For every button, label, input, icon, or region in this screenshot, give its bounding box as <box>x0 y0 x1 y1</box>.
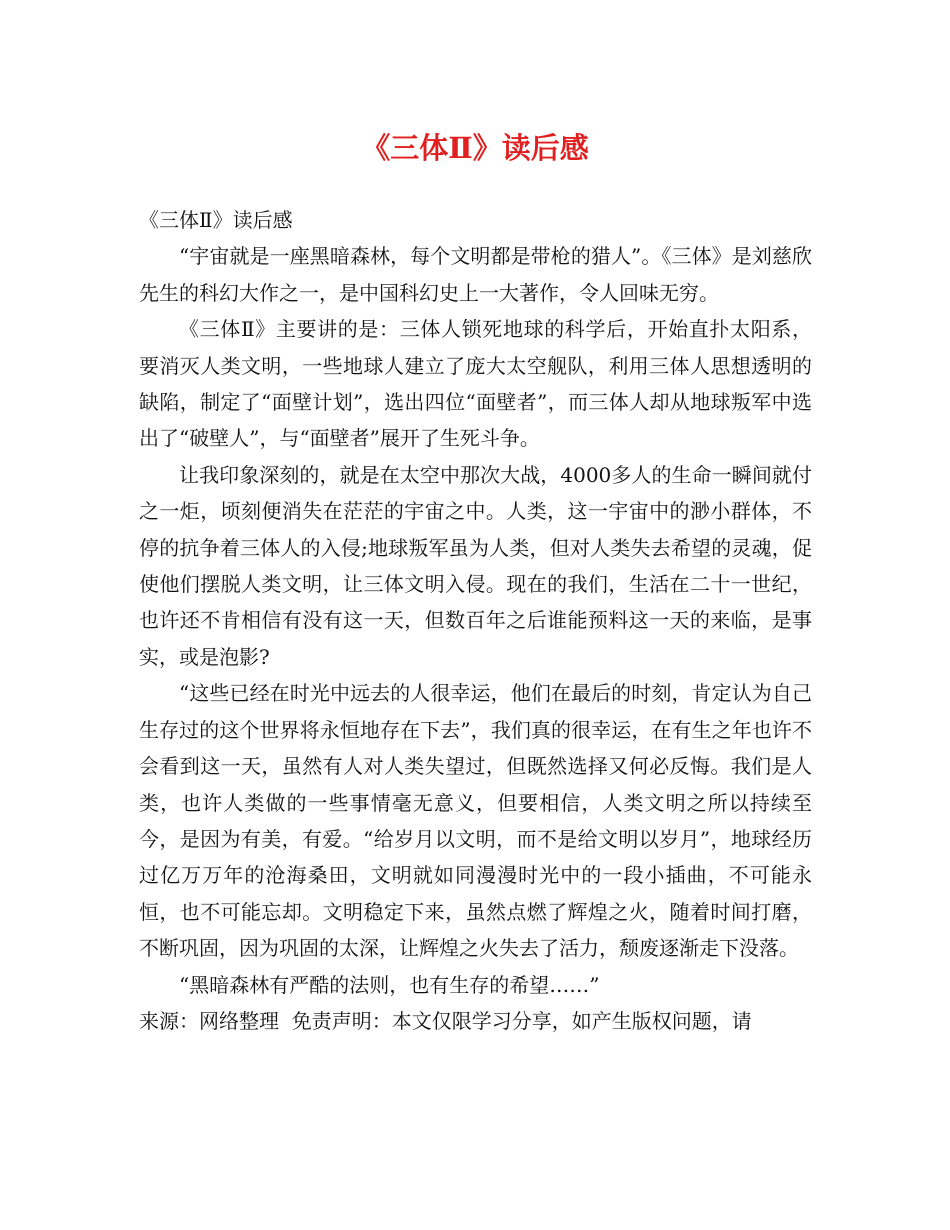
document-title: 《三体Ⅱ》读后感 <box>361 131 589 165</box>
source-disclaimer: 来源：网络整理 免责声明：本文仅限学习分享，如产生版权问题，请 <box>139 1008 752 1033</box>
paragraph-2: 《三体Ⅱ》主要讲的是：三体人锁死地球的科学后，开始直扑太阳系，要消灭人类文明，一些地球人建立了庞大太空舰队，利用三体人思想透明的缺陷，制定了“面壁计划”，选出四位“面壁者”，而三体人却从地球叛军中选出了“破壁人”，与“面壁者”展开了生死斗争。 <box>139 317 812 451</box>
paragraph-5: “黑暗森林有严酷的法则，也有生存的希望……” <box>179 972 600 997</box>
document-body <box>139 202 812 1039</box>
paragraph-3: 让我印象深刻的，就是在太空中那次大战，4000多人的生命一瞬间就付之一炬，顷刻便消失在茫茫的宇宙之中。人类，这一宇宙中的渺小群体，不停的抗争着三体人的入侵;地球叛军虽为人类，但对人类失去希望的灵魂，促使他们摆脱人类文明，让三体文明入侵。现在的我们，生活在二十一世纪，也许还不肯相信有没有这一天，但数百年之后谁能预料这一天的来临，是事实，或是泡影? <box>139 462 812 669</box>
paragraph-1: “宇宙就是一座黑暗森林，每个文明都是带枪的猎人”。《三体》是刘慈欣先生的科幻大作之一，是中国科幻史上一大著作，令人回味无穷。 <box>139 244 812 305</box>
document-subtitle: 《三体Ⅱ》读后感 <box>139 208 293 232</box>
paragraph-4: “这些已经在时光中远去的人很幸运，他们在最后的时刻，肯定认为自己生存过的这个世界将永恒地存在下去”，我们真的很幸运，在有生之年也许不会看到这一天，虽然有人对人类失望过，但既然选择又何必反悔。我们是人类，也许人类做的一些事情毫无意义，但要相信，人类文明之所以持续至今，是因为有美，有爱。“给岁月以文明，而不是给文明以岁月”，地球经历过亿万万年的沧海桑田，文明就如同漫漫时光中的一段小插曲，不可能永恒，也不可能忘却。文明稳定下来，虽然点燃了辉煌之火，随着时间打磨，不断巩固，因为巩固的太深，让辉煌之火失去了活力，颓废逐渐走下没落。 <box>139 681 812 961</box>
